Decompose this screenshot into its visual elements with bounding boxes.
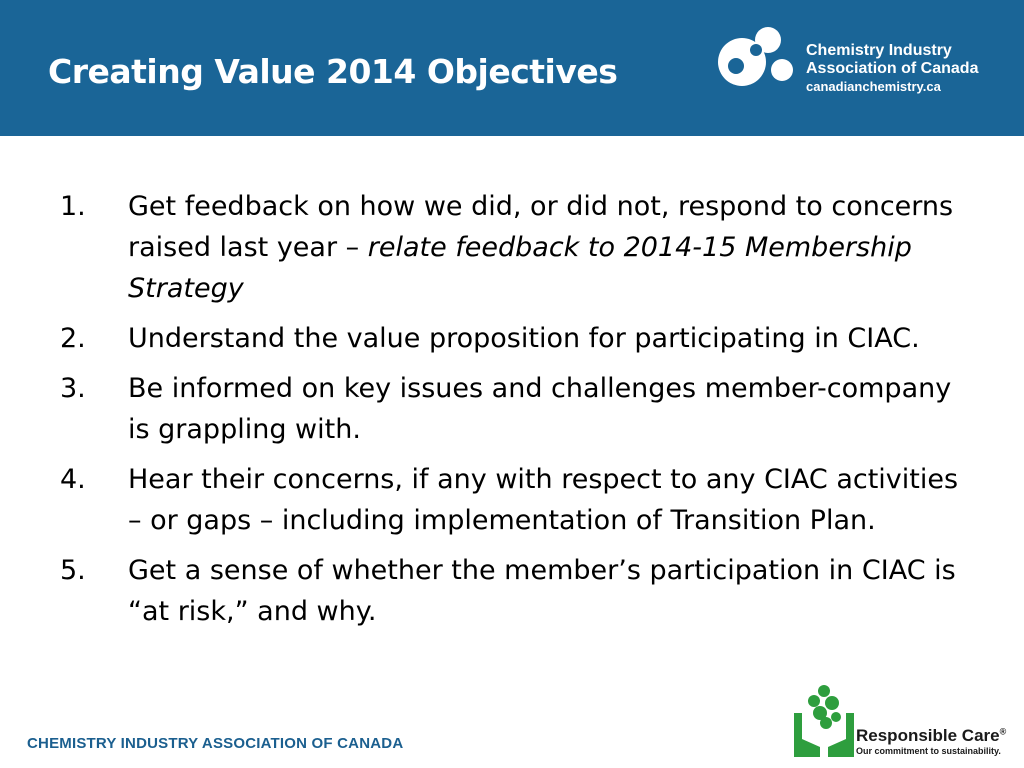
objectives-list <box>60 186 970 641</box>
ciac-logo-icon <box>712 22 802 92</box>
logo-url: canadianchemistry.ca <box>806 79 941 94</box>
responsible-care-title <box>856 726 1006 746</box>
objective-item <box>60 550 970 632</box>
responsible-care-tagline: Our commitment to sustainability. <box>856 746 1001 756</box>
objective-text: Hear their concerns, if any with respect to any CIAC activities – or gaps – including implementation of Transition Plan. <box>128 464 959 536</box>
slide-title: Creating Value 2014 Objectives <box>48 52 618 91</box>
objective-text: Get a sense of whether the member’s participation in CIAC is “at risk,” and why. <box>128 555 956 627</box>
logo-line-2: Association of Canada <box>806 60 979 77</box>
objective-text-wrap <box>128 186 970 309</box>
objective-number: 4. <box>60 464 86 495</box>
rc-title-text: Responsible Care <box>856 726 1000 745</box>
rc-registered-mark: ® <box>999 726 1007 737</box>
objective-emphasis: relate feedback to 2014-15 Membership Strategy <box>128 232 912 304</box>
logo-line-1: Chemistry Industry <box>806 42 952 59</box>
objective-item <box>60 459 970 541</box>
objective-number: 3. <box>60 373 86 404</box>
ciac-logo-text <box>806 42 978 96</box>
objective-number: 1. <box>60 191 86 222</box>
objective-text: Understand the value proposition for participating in CIAC. <box>128 323 920 354</box>
objective-item <box>60 186 970 309</box>
objective-item <box>60 368 970 450</box>
responsible-care-logo-icon <box>790 683 858 759</box>
header-bar <box>0 0 1024 136</box>
objective-number: 2. <box>60 323 86 354</box>
objective-text: Be informed on key issues and challenges member-company is grappling with. <box>128 373 952 445</box>
objective-item <box>60 318 970 359</box>
objective-number: 5. <box>60 555 86 586</box>
footer-org-name: CHEMISTRY INDUSTRY ASSOCIATION OF CANADA <box>27 735 404 752</box>
objective-text: Get feedback on how we did, or did not, respond to concerns raised last year – <box>128 191 954 263</box>
